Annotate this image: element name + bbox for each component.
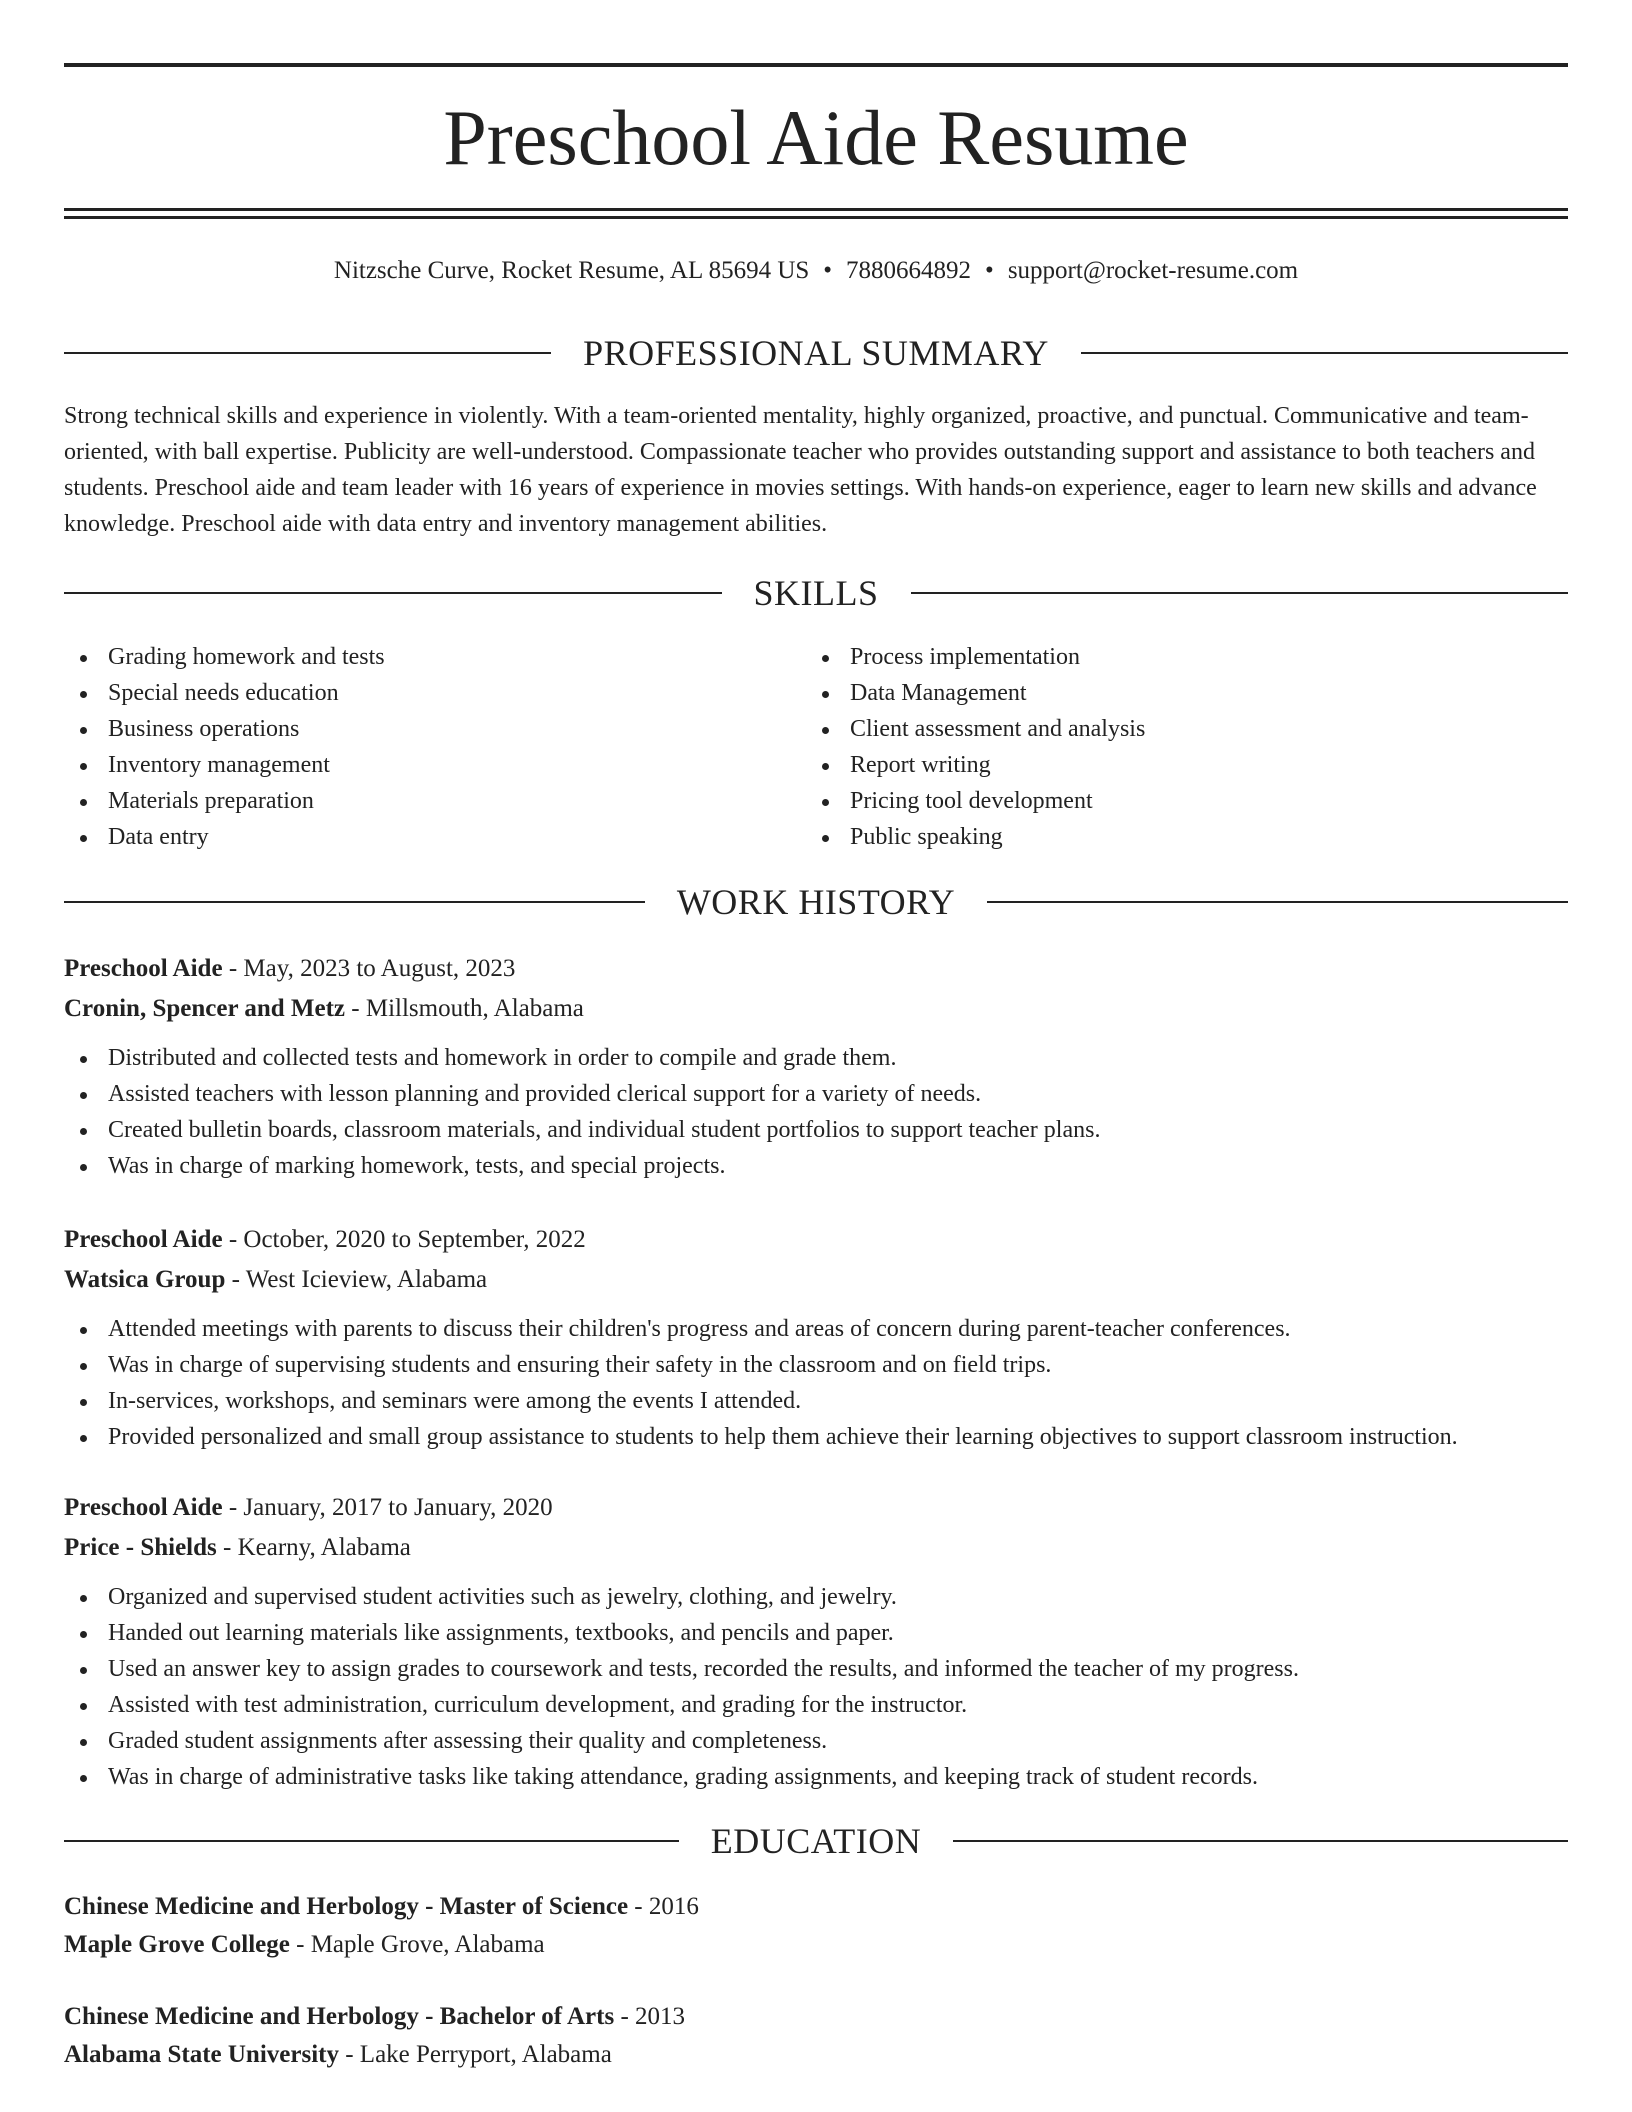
- skill-item: Report writing: [806, 747, 1546, 783]
- job-title: Preschool Aide: [64, 1226, 223, 1253]
- summary-paragraph: Strong technical skills and experience in violently. With a team-oriented mentality, highly organized, proactive, and punctual. Communicative and team-oriented, with ball expertise. Publicity are well-understood. Compassionate teacher who provides outstanding support and assistance to both teachers and students. Preschool aide and team leader with 16 years of experience in movies settings. With hands-on experience, eager to learn new skills and advance knowledge. Preschool aide with data entry and inventory management abilities.: [64, 403, 1537, 537]
- contact-address: Nitzsche Curve, Rocket Resume, AL 85694 US: [333, 257, 810, 284]
- contact-separator: •: [823, 257, 833, 284]
- job-dates: - January, 2017 to January, 2020: [222, 1494, 553, 1521]
- education-year: - 2016: [628, 1893, 699, 1920]
- job-title: Preschool Aide: [64, 955, 223, 982]
- skill-item: Materials preparation: [64, 783, 804, 819]
- job-bullets: [64, 1311, 1568, 1455]
- job-bullet: Graded student assignments after assessing their quality and completeness.: [64, 1723, 1568, 1759]
- section-rule: [953, 1840, 1568, 1842]
- section-heading-work: [64, 880, 1568, 924]
- job-bullet: Provided personalized and small group assistance to students to help them achieve their learning objectives to support classroom instruction.: [64, 1419, 1568, 1455]
- job-bullet: Was in charge of administrative tasks like taking attendance, grading assignments, and keeping track of student records.: [64, 1759, 1568, 1795]
- education-school-line: [64, 2036, 1568, 2074]
- job-title-line: [64, 950, 1568, 988]
- education-degree: Chinese Medicine and Herbology - Bachelor of Arts: [64, 2003, 615, 2030]
- job-bullet: Distributed and collected tests and homework in order to compile and grade them.: [64, 1040, 1568, 1076]
- contact-line: [64, 252, 1568, 290]
- job-title-line: [64, 1221, 1568, 1259]
- skill-item: Special needs education: [64, 675, 804, 711]
- skill-item: Business operations: [64, 711, 804, 747]
- skill-item: Data entry: [64, 819, 804, 855]
- skill-item: Process implementation: [806, 639, 1546, 675]
- skills-list-right: [806, 639, 1546, 855]
- education-degree: Chinese Medicine and Herbology - Master of Science: [64, 1893, 629, 1920]
- header-double-rule-lower: [64, 216, 1568, 219]
- education-location: - Maple Grove, Alabama: [289, 1931, 545, 1958]
- skill-item: Data Management: [806, 675, 1546, 711]
- job-bullets: [64, 1579, 1568, 1795]
- section-title: PROFESSIONAL SUMMARY: [583, 333, 1049, 373]
- job-employer: Watsica Group: [64, 1266, 226, 1293]
- job-bullet: Was in charge of marking homework, tests, and special projects.: [64, 1148, 1568, 1184]
- resume-title: Preschool Aide Resume: [443, 94, 1189, 181]
- section-title: EDUCATION: [710, 1821, 922, 1861]
- job-employer-line: [64, 1529, 1568, 1567]
- section-title: WORK HISTORY: [676, 882, 956, 922]
- education-entry: [64, 1998, 1568, 2074]
- contact-separator: •: [985, 257, 994, 284]
- job-location: - Kearny, Alabama: [216, 1534, 411, 1561]
- job-entry: [64, 1489, 1568, 1795]
- job-bullets: [64, 1040, 1568, 1184]
- job-title: Preschool Aide: [64, 1494, 223, 1521]
- job-location: - Millsmouth, Alabama: [345, 995, 584, 1022]
- job-dates: - May, 2023 to August, 2023: [222, 955, 516, 982]
- section-heading-education: [64, 1819, 1568, 1863]
- job-location: - West Icieview, Alabama: [225, 1266, 488, 1293]
- skill-item: Public speaking: [806, 819, 1546, 855]
- job-employer: Cronin, Spencer and Metz: [64, 995, 346, 1022]
- section-rule: [911, 592, 1569, 594]
- education-location: - Lake Perryport, Alabama: [338, 2041, 612, 2068]
- section-heading-skills: [64, 571, 1568, 615]
- section-rule: [64, 592, 722, 594]
- education-school: Alabama State University: [64, 2041, 339, 2068]
- education-school: Maple Grove College: [64, 1931, 290, 1958]
- job-bullet: Assisted teachers with lesson planning and provided clerical support for a variety of needs.: [64, 1076, 1568, 1112]
- education-degree-line: [64, 1888, 1568, 1926]
- education-school-line: [64, 1926, 1568, 1964]
- job-entry: [64, 950, 1568, 1184]
- skill-item: Inventory management: [64, 747, 804, 783]
- section-rule: [987, 901, 1568, 903]
- job-title-line: [64, 1489, 1568, 1527]
- education-year: - 2013: [614, 2003, 686, 2030]
- job-bullet: Used an answer key to assign grades to coursework and tests, recorded the results, and informed the teacher of my progress.: [64, 1651, 1568, 1687]
- job-employer-line: [64, 1261, 1568, 1299]
- skills-list-left: [64, 639, 804, 855]
- education-degree-line: [64, 1998, 1568, 2036]
- header-double-rule-upper: [64, 208, 1568, 211]
- education-entry: [64, 1888, 1568, 1964]
- job-bullet: Handed out learning materials like assignments, textbooks, and pencils and paper.: [64, 1615, 1568, 1651]
- job-bullet: Was in charge of supervising students and ensuring their safety in the classroom and on field trips.: [64, 1347, 1568, 1383]
- section-rule: [64, 901, 645, 903]
- section-rule: [64, 352, 551, 354]
- job-dates: - October, 2020 to September, 2022: [222, 1226, 586, 1253]
- contact-phone: 7880664892: [846, 257, 972, 284]
- section-rule: [1081, 352, 1568, 354]
- section-heading-summary: [64, 331, 1568, 375]
- job-employer-line: [64, 990, 1568, 1028]
- job-employer: Price - Shields: [64, 1534, 217, 1561]
- contact-email[interactable]: support@rocket-resume.com: [1007, 257, 1299, 284]
- job-bullet: In-services, workshops, and seminars were among the events I attended.: [64, 1383, 1568, 1419]
- job-entry: [64, 1221, 1568, 1455]
- job-bullet: Organized and supervised student activities such as jewelry, clothing, and jewelry.: [64, 1579, 1568, 1615]
- skill-item: Pricing tool development: [806, 783, 1546, 819]
- section-title: SKILLS: [753, 573, 879, 613]
- job-bullet: Created bulletin boards, classroom materials, and individual student portfolios to support teacher plans.: [64, 1112, 1568, 1148]
- job-bullet: Assisted with test administration, curriculum development, and grading for the instructor.: [64, 1687, 1568, 1723]
- skill-item: Client assessment and analysis: [806, 711, 1546, 747]
- skill-item: Grading homework and tests: [64, 639, 804, 675]
- header-top-rule: [64, 63, 1568, 67]
- job-bullet: Attended meetings with parents to discuss their children's progress and areas of concern during parent-teacher conferences.: [64, 1311, 1568, 1347]
- section-rule: [64, 1840, 679, 1842]
